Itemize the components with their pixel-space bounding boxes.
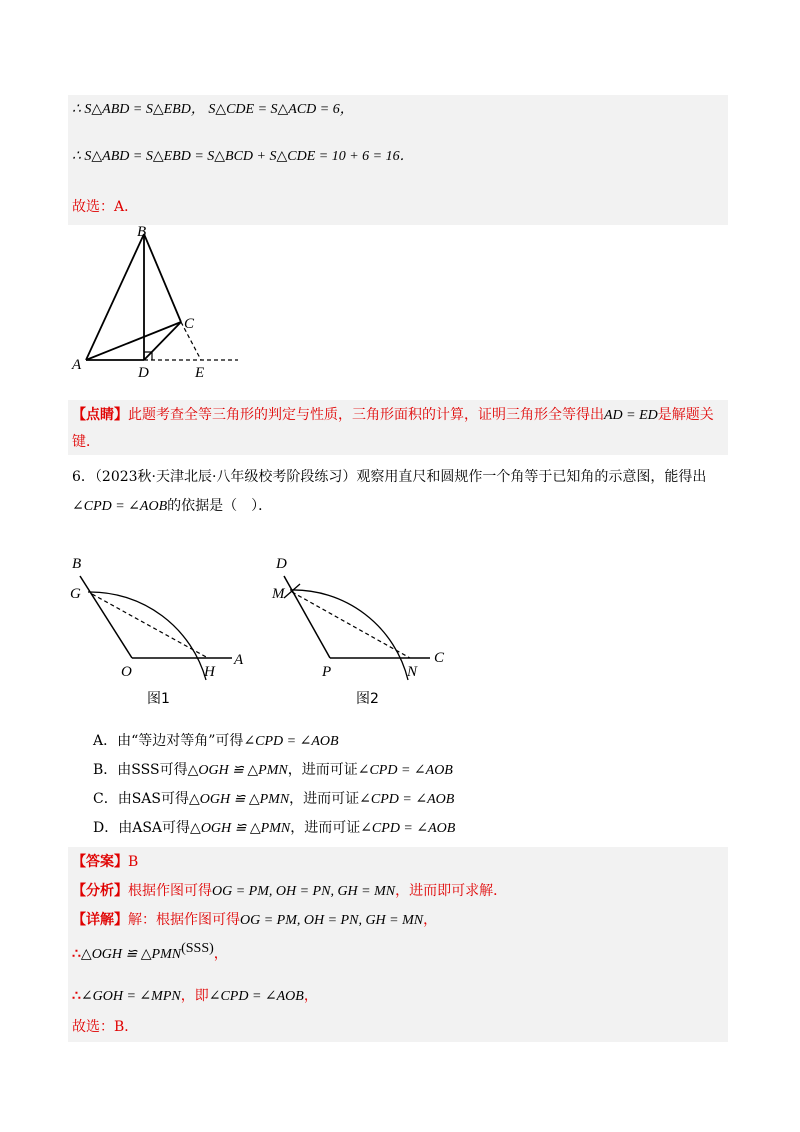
analysis-tag: 【分析】 (72, 883, 128, 899)
detail-tag: 【详解】 (72, 912, 128, 928)
option-b[interactable] (93, 760, 453, 781)
prev-step-2 (72, 147, 414, 167)
label-B: B (137, 226, 147, 240)
step2-math: ∠GOH = ∠MPN (80, 989, 181, 1004)
analysis-text-1: 根据作图可得 (128, 883, 212, 899)
prev-answer (72, 197, 138, 217)
comment-line-1 (72, 405, 714, 426)
option-c-math: △OGH ≌ △PMN (189, 792, 290, 807)
figure-2 (270, 550, 460, 710)
detail-step-1 (72, 941, 228, 965)
final-answer (72, 1017, 138, 1037)
detail-step-2 (72, 986, 318, 1007)
analysis-line (72, 881, 507, 902)
answer-line (72, 852, 138, 872)
option-a[interactable] (93, 731, 339, 752)
option-b-mid: ，进而可证 (287, 762, 358, 778)
fig2-label-P: P (322, 664, 332, 680)
prev-step-1 (72, 100, 354, 120)
label-E: E (195, 365, 205, 381)
option-c-prefix: C．由SAS可得 (93, 791, 190, 807)
label-D: D (138, 365, 149, 381)
option-d-math2: ∠CPD = ∠AOB (360, 821, 456, 836)
option-c-math2: ∠CPD = ∠AOB (359, 792, 455, 807)
fig2-label-D: D (276, 556, 287, 572)
prev-step-1-text: ∴ S△ABD = S△EBD， S△CDE = S△ACD = 6， (72, 102, 354, 117)
step1-end: ， (213, 946, 228, 962)
analysis-text-2: ，进而即可求解． (395, 883, 508, 899)
prev-answer-text: 故选：A． (72, 199, 139, 215)
label-C: C (184, 316, 195, 332)
answer-value: B (128, 854, 139, 870)
final-answer-text: 故选：B． (72, 1019, 139, 1035)
question-6-stem-2 (72, 496, 272, 517)
question-6-stem-math: ∠CPD = ∠AOB (72, 499, 168, 514)
fig2-label-C: C (434, 650, 445, 666)
option-c[interactable] (93, 789, 454, 810)
fig1-label-O: O (121, 664, 132, 680)
option-b-math2: ∠CPD = ∠AOB (357, 763, 453, 778)
option-b-math: △OGH ≌ △PMN (187, 763, 288, 778)
fig1-label-A: A (234, 652, 244, 668)
analysis-math: OG = PM, OH = PN, GH = MN (212, 884, 396, 899)
fig2-label-M: M (272, 586, 285, 602)
therefore-symbol-1: ∴ (72, 946, 81, 962)
option-a-math: ∠CPD = ∠AOB (243, 734, 339, 749)
comment-text-2: 是解题关 (657, 407, 714, 423)
option-c-mid: ，进而可证 (289, 791, 360, 807)
answer-tag: 【答案】 (72, 854, 128, 870)
comment-line-2 (72, 432, 100, 452)
fig1-label-B: B (72, 556, 82, 572)
fig2-label-N: N (407, 664, 418, 680)
fig2-caption: 图2 (356, 691, 379, 707)
comment-math: AD = ED (604, 408, 658, 423)
comment-text-1: 此题考查全等三角形的判定与性质，三角形面积的计算，证明三角形全等得出 (128, 407, 604, 423)
option-d[interactable] (93, 818, 455, 839)
fig1-label-G: G (70, 586, 81, 602)
detail-text-1: 解：根据作图可得 (128, 912, 240, 928)
step1-math: △OGH ≌ △PMN (80, 947, 182, 962)
question-6-stem-end: 的依据是（ ）． (167, 498, 273, 514)
step1-sss: (SSS) (181, 941, 214, 956)
step2-end: ， (303, 988, 318, 1004)
label-A: A (72, 357, 82, 373)
detail-line (72, 910, 437, 931)
comment-tag: 【点睛】 (72, 407, 128, 423)
option-d-prefix: D．由ASA可得 (93, 820, 191, 836)
therefore-symbol-2: ∴ (72, 988, 81, 1004)
comment-text-3: 键． (72, 434, 100, 450)
option-d-mid: ，进而可证 (290, 820, 361, 836)
figure-1 (66, 550, 256, 710)
option-a-prefix: A．由“等边对等角”可得 (93, 733, 244, 749)
triangle-figure (68, 226, 240, 382)
step2-mid: ，即 (180, 988, 209, 1004)
question-6-stem (72, 467, 706, 487)
step2-math2: ∠CPD = ∠AOB (208, 989, 304, 1004)
question-6-stem-text: 6．（2023秋·天津北辰·八年级校考阶段练习）观察用直尺和圆规作一个角等于已知角的示意图，能得出 (72, 469, 707, 485)
fig1-label-H: H (204, 664, 215, 680)
option-b-prefix: B．由SSS可得 (93, 762, 188, 778)
option-d-math: △OGH ≌ △PMN (190, 821, 291, 836)
prev-step-2-text: ∴ S△ABD = S△EBD = S△BCD + S△CDE = 10 + 6 = 16． (72, 149, 414, 164)
detail-math: OG = PM, OH = PN, GH = MN (240, 913, 424, 928)
detail-text-2: ， (423, 912, 438, 928)
fig1-caption: 图1 (147, 691, 170, 707)
